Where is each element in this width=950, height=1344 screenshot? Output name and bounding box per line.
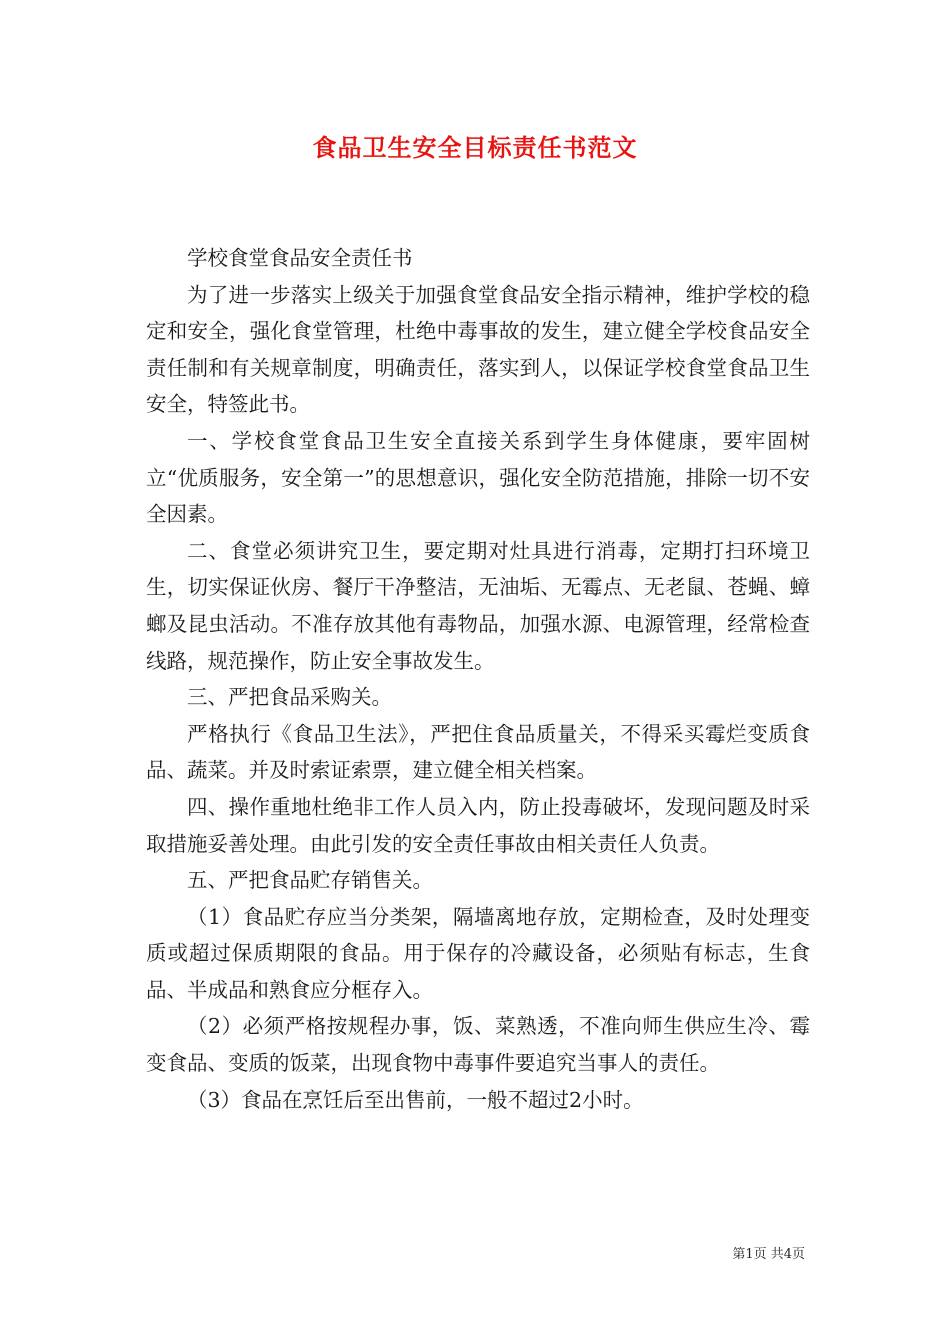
paragraph-item-2: 二、食堂必须讲究卫生，要定期对灶具进行消毒，定期打扫环境卫生，切实保证伙房、餐厅干净整洁，无油垢、无霉点、无老鼠、苍蝇、蟑螂及昆虫活动。不准存放其他有毒物品，加强水源、电源管理，经常检查线路，规范操作，防止安全事故发生。 [146, 538, 810, 673]
paragraph-item-5-sub-3: （3）食品在烹饪后至出售前，一般不超过2小时。 [187, 1087, 644, 1112]
paragraph-item-1: 一、学校食堂食品卫生安全直接关系到学生身体健康，要牢固树立“优质服务，安全第一”的思想意识，强化安全防范措施，排除一切不安全因素。 [146, 428, 810, 527]
paragraph-heading: 学校食堂食品安全责任书 [187, 246, 413, 270]
paragraph-intro: 为了进一步落实上级关于加强食堂食品安全指示精神，维护学校的稳定和安全，强化食堂管理，杜绝中毒事故的发生，建立健全学校食品安全责任制和有关规章制度，明确责任，落实到人，以保证学校食堂食品卫生安全，特签此书。 [146, 282, 810, 417]
document-title: 食品卫生安全目标责任书范文 [312, 133, 638, 162]
paragraph-item-4: 四、操作重地杜绝非工作人员入内，防止投毒破坏，发现问题及时采取措施妥善处理。由此引发的安全责任事故由相关责任人负责。 [146, 794, 810, 856]
paragraph-item-3: 三、严把食品采购关。 [187, 685, 392, 710]
paragraph-item-5-sub-1: （1）食品贮存应当分类架，隔墙离地存放，定期检查，及时处理变质或超过保质期限的食品。用于保存的冷藏设备，必须贴有标志，生食品、半成品和熟食应分框存入。 [146, 904, 810, 1002]
paragraph-item-5: 五、严把食品贮存销售关。 [187, 868, 433, 893]
paragraph-item-5-sub-2: （2）必须严格按规程办事，饭、菜熟透，不准向师生供应生冷、霉变食品、变质的饭菜，出现食物中毒事件要追究当事人的责任。 [146, 1014, 810, 1076]
page-number: 第1页 共4页 [732, 1247, 805, 1262]
document-body [146, 240, 810, 1118]
paragraph-item-3-detail: 严格执行《食品卫生法》，严把住食品质量关，不得采买霉烂变质食品、蔬菜。并及时索证索票，建立健全相关档案。 [146, 721, 810, 783]
